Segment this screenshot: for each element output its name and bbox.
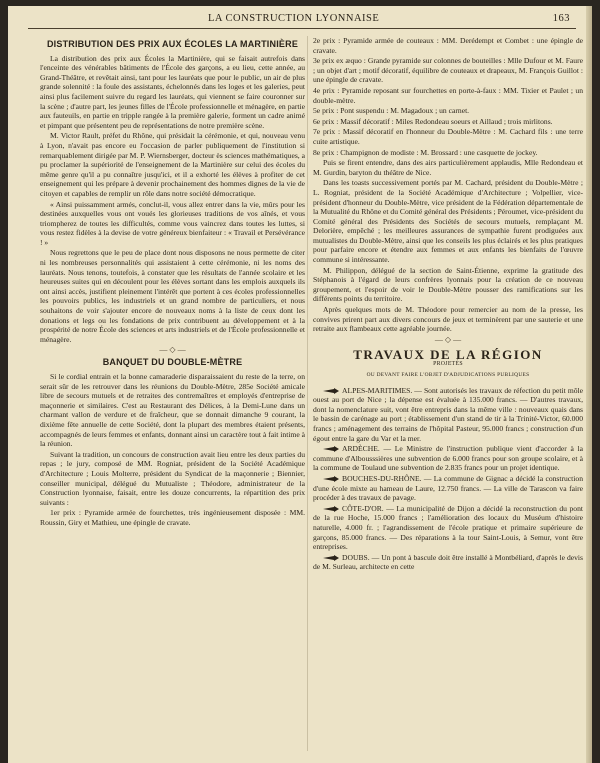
prize-item: 5e prix : Pont suspendu : M. Magadoux ; un carnet.: [313, 106, 470, 116]
paragraph: « Ainsi puissamment armés, conclut-il, vous allez entrer dans la vie, mûrs pour les destinées auxquelles vous ont voués les glorieuses traditions de vos aînés, et vous triompherez de toutes les difficultés, comme vous vaincrez dans toutes les luttes, si vous restez fidèles à la devise de votre généreux bienfaiteur : « Travail et Persévérance ! »: [40, 199, 305, 247]
hand-arrow-icon: [323, 506, 339, 512]
region-entry: DOUBS. — Un pont à bascule doit être installé à Montbéliard, d'après le devis de M. Surleau, architecte en cette: [313, 552, 583, 572]
list-item: [313, 444, 583, 473]
section-subtitle: PROJETÉS: [433, 361, 463, 368]
prize-item: 6e prix : Massif décoratif : Miles Redondeau soeurs et Aillaud ; trois mirlitons.: [313, 116, 553, 126]
paragraph: Puis se firent entendre, dans des airs particulièrement applaudis, Mlle Redondeau et M. Gurdin, baryton du théâtre de Nice.: [313, 158, 583, 177]
region-entry: CÔTE-D'OR. — La municipalité de Dijon a décidé la reconstruction du pont de la rue Hoche, 15.000 francs ; l'amélioration des locaux du Muséum d'histoire naturelle, 4.000 fr. ; l'agrandissement de l'école pratique et primaire supérieure de garçons, 85.000 francs. — Des réparations à la tour Saint-Louis, à Semur, vont être entreprises.: [313, 503, 583, 552]
section-title-travaux: TRAVAUX DE LA RÉGION: [353, 346, 543, 362]
prize-item: 8e prix : Champignon de modiste : M. Brossard : une casquette de jockey.: [313, 147, 538, 157]
prize-item: 7e prix : Massif décoratif en l'honneur du Double-Mètre : M. Cachard fils : une terre cuite artistique.: [313, 127, 583, 146]
paragraph: Nous regrettons que le peu de place dont nous disposons ne nous permette de citer ni les nombreuses personnalités qui assistaient à cette cérémonie, ni les noms des lauréats. Nous tenons, toutefois, à constater que les résultats de l'année scolaire et les heureuses suites qui en découlent pour les élèves sortant dans les emplois auxquels ils ont ainsi accès, justifient pleinement l'intérêt que portent à ces écoles professionnelles les pouvoirs publics, les industriels et un grand nombre de particuliers, et nous souhaitons de voir s'ajouter encore de nouveaux noms à la liste de ceux dont les donations et legs ou les fondations de prix contribuent au développement et à la prospérité de notre École des sciences et arts industriels et de l'École professionnelle et ménagère.: [40, 248, 305, 344]
prize-item: 2e prix : Pyramide armée de couteaux : MM. Derédempt et Combet : une épingle de cravate.: [313, 36, 583, 55]
journal-title: LA CONSTRUCTION LYONNAISE: [208, 13, 380, 24]
region-entry: ALPES-MARITIMES. — Sont autorisés les travaux de réfection du petit môle ouest au port de Nice ; la dépense est évaluée à 135.000 francs. — D'autres travaux, dont la nomenclature suit, vont être entrepris dans la même ville : nouveaux quais dans le bassin de carénage au port ; établissement d'un stand de tir à la Trinité-Victor, 60.000 francs ; aménagement des terrains de l'hôpital Pasteur, 95.000 francs ; construction d'un égout entre la gare du Var et la mer.: [313, 385, 583, 443]
running-header: [28, 12, 576, 29]
column-divider: [307, 36, 308, 751]
paragraph: Si le cordial entrain et la bonne camaraderie disparaissaient du reste de la terre, on serait sûr de les retrouver dans les réunions du Double-Mètre, 285e Société amicale libre de secours mutuels et de retraites des contremaîtres et employés d'entreprise de maçonnerie et similaires. C'est au Restaurant des Délices, à la Demi-Lune dans un charmant vallon de verdure et de fraîcheur, que se donnait dimanche 9 courant, la dixième fête annuelle de cette Société, dont la plupart des membres étaient présents, accompagnés de leurs femmes et enfants, donnant ainsi un caractère tout à fait intime à la réunion.: [40, 372, 305, 449]
left-column: [40, 36, 305, 529]
list-item: [313, 553, 583, 572]
right-column: [313, 36, 583, 573]
section-title-distribution: DISTRIBUTION DES PRIX AUX ÉCOLES LA MARTINIÈRE: [46, 39, 299, 49]
hand-arrow-icon: [323, 446, 339, 452]
paragraph: Dans les toasts successivement portés par M. Cachard, président du Double-Mètre ; L. Rogniat, président de la Société Académique d'Architecture ; Volpellier, vice-président d'honneur du Double-Mètre, vice président de la Fédération départementale de la Mutualité du Rhône et du Comité général des Présidents ; Péroumet, vice-président du Comité général des Présidents des Sociétés de secours mutuels, remplaçant M. Delorière, empêché ; les meilleures assurances de sympathie furent prodiguées aux mutualistes du Double-Mètre, ainsi que les conseils les plus éclairés et les plus pratiques pour parfaire encore et étendre aux femmes et aux enfants les bienfaits de l'œuvre commune si intéressante.: [313, 178, 583, 265]
ornament-divider: — ◇ —: [159, 345, 186, 355]
paragraph: Suivant la tradition, un concours de construction avait lieu entre les deux parties du repas ; le jury, composé de MM. Rogniat, président de la Société Académique d'Architecture ; Louis Molterre, président du Syndicat de la maçonnerie ; Biennier, conseiller municipal, délégué du Mutualiste ; Théodore, administrateur de la Construction lyonnaise, faisait, entre les douze concurrents, la répartition des prix suivants :: [40, 449, 305, 507]
list-item: [313, 504, 583, 552]
hand-arrow-icon: [323, 476, 339, 482]
list-item: [313, 474, 583, 503]
prize-item: 3e prix ex æquo : Grande pyramide sur colonnes de bouteilles : Mlle Dufour et M. Faure ; un objet d'art ; motif décoratif, équilibre de couteaux et drapeaux, M. François Guillot : une épingle de cravate.: [313, 56, 583, 85]
region-entry: BOUCHES-DU-RHÔNE. — La commune de Gignac a décidé la construction d'une école mixte au hameau de Laure, 12.750 francs. — La ville de Tarascon va faire procéder à des travaux de pavage.: [313, 473, 583, 503]
paragraph: M. Philippon, délégué de la section de Saint-Étienne, exprime la gratitude des Stéphanois à l'égard de leurs confrères lyonnais pour la création de ce nouveau groupement, et l'espoir de voir le Double-Mètre pousser des ramifications sur les différents points du territoire.: [313, 265, 583, 304]
hand-arrow-icon: [323, 555, 339, 561]
page-number: 163: [552, 13, 570, 24]
page-edge: [586, 6, 592, 763]
paragraph: M. Victor Rault, préfet du Rhône, qui présidait la cérémonie, et qui, nouveau venu à Lyon, n'avait pas encore eu l'occasion de parler publiquement de l'institution si remarquablement dirigée par M. P. Wiernsberger, docteur ès sciences mathématiques, a pu proclamer la supériorité de l'enseignement de la Martinière sur celui des écoles du même genre qu'il a pu connaître jusqu'ici, et il a exhorté les élèves à profiter de cet enseignement qui les prépare à devenir prochainement des hommes dignes de la vie de citoyen et capables de remplir un rôle dans notre société démocratique.: [40, 131, 305, 198]
region-entry: ARDÈCHE. — Le Ministre de l'instruction publique vient d'accorder à la commune d'Albousssières une subvention de 6.000 francs pour son groupe scolaire, et à la commune de Toulaud une subvention de 2.835 francs pour un projet identique.: [313, 444, 583, 473]
hand-arrow-icon: [323, 388, 339, 394]
list-item: [313, 386, 583, 444]
paragraph: 1er prix : Pyramide armée de fourchettes, très ingénieusement disposée : MM. Roussin, Giry et Mathieu, une épingle de cravate.: [40, 508, 305, 527]
ornament-divider: — ◇ —: [434, 334, 462, 344]
journal-page: [8, 6, 592, 763]
section-subtitle: OU DEVANT FAIRE L'OBJET D'ADJUDICATIONS PUBLIQUES: [366, 372, 530, 378]
paragraph: La distribution des prix aux Écoles la Martinière, qui se faisait autrefois dans l'enceinte des vénérables bâtiments de l'École des garçons, a eu lieu, cette année, au Grand-Théâtre, et revêtait ainsi, tant pour les lauréats que pour le public, un air de plus grande solennité : la foule des assistants, échelonnés dans les loges et les galeries, peut ainsi plus facilement suivre du regard les lauréats, qui viennent se faire couronner sur la scène ; d'autre part, les jeunes filles de l'École professionnelle et ménagère, en partie aux fauteuils, en partie en tripple rangée à la première galerie, forment un cadre animé et pimpant que présentent peu de représentations de notre première scène.: [40, 53, 305, 130]
section-title-banquet: BANQUET DU DOUBLE-MÈTRE: [102, 357, 243, 368]
paragraph: Après quelques mots de M. Théodore pour remercier au nom de la presse, les convives prirent part aux divers concours de jeux et terminèrent par une sauterie et une retraite aux flambeaux cette agréable journée.: [313, 305, 583, 334]
prize-item: 4e prix : Pyramide reposant sur fourchettes en porte-à-faux : MM. Tixier et Paulet ; un double-mètre.: [313, 85, 583, 105]
